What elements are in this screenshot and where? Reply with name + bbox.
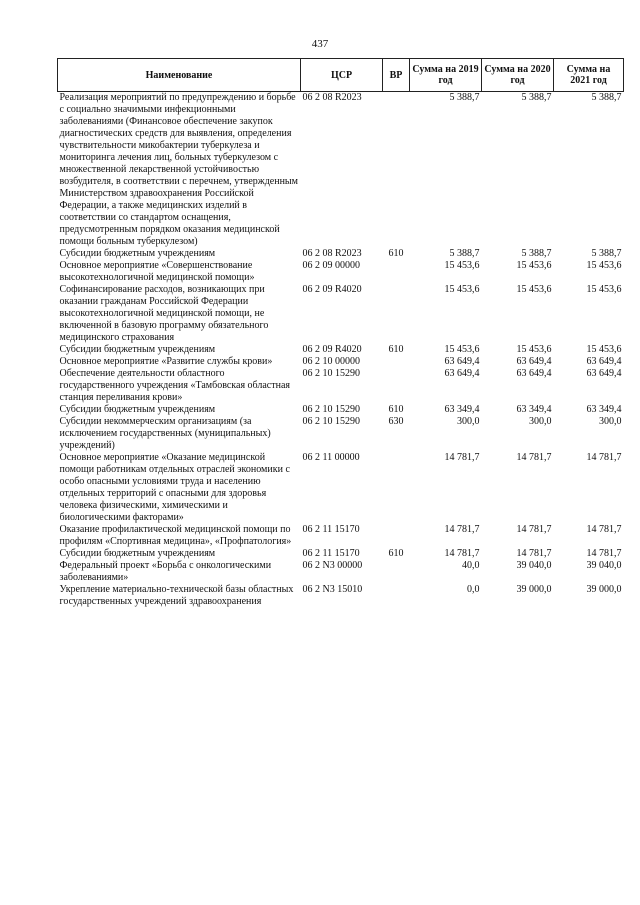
cell-csr: 06 2 08 R2023 [302,92,362,103]
table-row [58,284,624,344]
cell-csr: 06 2 09 R4020 [302,344,362,355]
cell-vr [383,584,410,608]
cell-vr: 610 [388,248,404,259]
cell-csr: 06 2 N3 00000 [302,560,363,571]
cell-name: Реализация мероприятий по предупреждению и борьбе с социально значимыми инфекционными заболеваниями (Финансовое обеспечение закупок диагностических средств для выявления, определения чувствительности микобактерии туберкулеза и мониторинга лечения лиц, больных туберкулезом с множественной лекарственной устойчивостью возбудителя, в соответствии с перечнем, утвержденным Министерством здравоохранения Российской Федерации, а также медицинских изделий в соответствии со стандартом оснащения, предусмотренным порядком оказания медицинской помощи больным туберкулезом) [59,92,298,247]
cell-sum-2020: 15 453,6 [516,284,552,295]
page-number: 437 [311,38,329,50]
table-row [58,416,624,452]
cell-vr: 610 [388,404,404,415]
cell-csr: 06 2 11 15170 [302,524,360,535]
cell-sum-2019: 40,0 [462,560,480,571]
cell-vr [383,452,410,524]
cell-sum-2019: 0,0 [467,584,480,595]
cell-name: Субсидии бюджетным учреждениям [59,548,216,559]
cell-name: Обеспечение деятельности областного государственного учреждения «Тамбовская областная станция переливания крови» [59,368,291,403]
cell-sum-2020: 63 349,4 [516,404,552,415]
cell-name: Субсидии бюджетным учреждениям [59,344,216,355]
cell-sum-2020: 15 453,6 [516,344,552,355]
cell-sum-2020: 14 781,7 [516,524,552,535]
cell-sum-2020: 15 453,6 [516,260,552,271]
cell-vr [383,368,410,404]
cell-sum-2020: 39 000,0 [516,584,552,595]
cell-sum-2021: 63 649,4 [586,368,622,379]
cell-name: Укрепление материально-технической базы областных государственных учреждений здравоохранения [59,584,294,607]
cell-sum-2020: 63 649,4 [516,356,552,367]
cell-csr: 06 2 11 00000 [302,452,360,463]
cell-vr [383,92,410,249]
table-row [58,356,624,368]
cell-sum-2019: 14 781,7 [444,452,480,463]
cell-csr: 06 2 10 15290 [302,416,360,427]
cell-sum-2021: 63 349,4 [586,404,622,415]
cell-name: Субсидии бюджетным учреждениям [59,404,216,415]
cell-sum-2021: 15 453,6 [586,344,622,355]
cell-name: Софинансирование расходов, возникающих при оказании гражданам Российской Федерации высокотехнологичной медицинской помощи, не включенной в базовую программу обязательного медицинского страхования [59,284,269,343]
cell-csr: 06 2 09 R4020 [302,284,362,295]
cell-sum-2019: 15 453,6 [444,260,480,271]
cell-csr: 06 2 10 00000 [302,356,360,367]
cell-sum-2019: 15 453,6 [444,344,480,355]
cell-name: Субсидии некоммерческим организациям (за исключением государственных (муниципальных) учреждений) [59,416,271,451]
cell-sum-2020: 5 388,7 [521,248,552,259]
cell-csr: 06 2 N3 15010 [302,584,363,595]
table-row [58,452,624,524]
cell-vr: 610 [388,548,404,559]
cell-name: Субсидии бюджетным учреждениям [59,248,216,259]
table-row [58,584,624,608]
cell-sum-2019: 300,0 [457,416,480,427]
budget-table [57,58,624,608]
cell-vr [383,560,410,584]
cell-name: Федеральный проект «Борьба с онкологическими заболеваниями» [59,560,272,583]
table-row [58,524,624,548]
cell-sum-2019: 14 781,7 [444,548,480,559]
table-row [58,404,624,416]
cell-name: Оказание профилактической медицинской помощи по профилям «Спортивная медицина», «Профпатология» [59,524,292,547]
cell-csr: 06 2 09 00000 [302,260,360,271]
table-row [58,548,624,560]
cell-sum-2020: 63 649,4 [516,368,552,379]
table-body [58,92,624,609]
cell-sum-2021: 5 388,7 [591,248,622,259]
cell-name: Основное мероприятие «Совершенствование высокотехнологичной медицинской помощи» [59,260,255,283]
table-row [58,344,624,356]
cell-csr: 06 2 11 15170 [302,548,360,559]
header-sum-2021: Сумма на 2021 год [554,59,624,92]
cell-csr: 06 2 10 15290 [302,368,360,379]
cell-sum-2019: 5 388,7 [449,248,480,259]
table-row [58,368,624,404]
cell-sum-2020: 39 040,0 [516,560,552,571]
header-csr: ЦСР [301,59,383,92]
table-row [58,260,624,284]
table-row [58,560,624,584]
cell-sum-2021: 39 040,0 [586,560,622,571]
cell-csr: 06 2 08 R2023 [302,248,362,259]
header-name: Наименование [58,59,301,92]
cell-sum-2019: 5 388,7 [449,92,480,103]
cell-vr [383,524,410,548]
cell-sum-2021: 14 781,7 [586,452,622,463]
cell-sum-2019: 14 781,7 [444,524,480,535]
cell-vr [383,260,410,284]
cell-sum-2019: 15 453,6 [444,284,480,295]
cell-sum-2021: 14 781,7 [586,548,622,559]
header-sum-2019: Сумма на 2019 год [410,59,482,92]
cell-sum-2020: 5 388,7 [521,92,552,103]
cell-sum-2020: 14 781,7 [516,548,552,559]
cell-sum-2021: 63 649,4 [586,356,622,367]
cell-vr: 630 [388,416,404,427]
cell-name: Основное мероприятие «Развитие службы крови» [59,356,273,367]
table-row [58,92,624,249]
table-header-row [58,59,624,92]
cell-vr: 610 [388,344,404,355]
cell-vr [383,284,410,344]
cell-csr: 06 2 10 15290 [302,404,360,415]
cell-vr [383,356,410,368]
cell-sum-2021: 15 453,6 [586,260,622,271]
cell-sum-2019: 63 649,4 [444,356,480,367]
cell-sum-2021: 14 781,7 [586,524,622,535]
table-row [58,248,624,260]
header-vr: ВР [383,59,410,92]
cell-sum-2020: 14 781,7 [516,452,552,463]
cell-sum-2021: 5 388,7 [591,92,622,103]
cell-name: Основное мероприятие «Оказание медицинской помощи работникам отдельных отраслей экономики с особо опасными условиями труда и населению отдельных территорий с опасными для здоровья человека физическими, химическими и биологическими факторами» [59,452,290,523]
header-sum-2020: Сумма на 2020 год [482,59,554,92]
cell-sum-2019: 63 649,4 [444,368,480,379]
cell-sum-2019: 63 349,4 [444,404,480,415]
cell-sum-2021: 15 453,6 [586,284,622,295]
cell-sum-2020: 300,0 [529,416,552,427]
cell-sum-2021: 39 000,0 [586,584,622,595]
cell-sum-2021: 300,0 [599,416,622,427]
